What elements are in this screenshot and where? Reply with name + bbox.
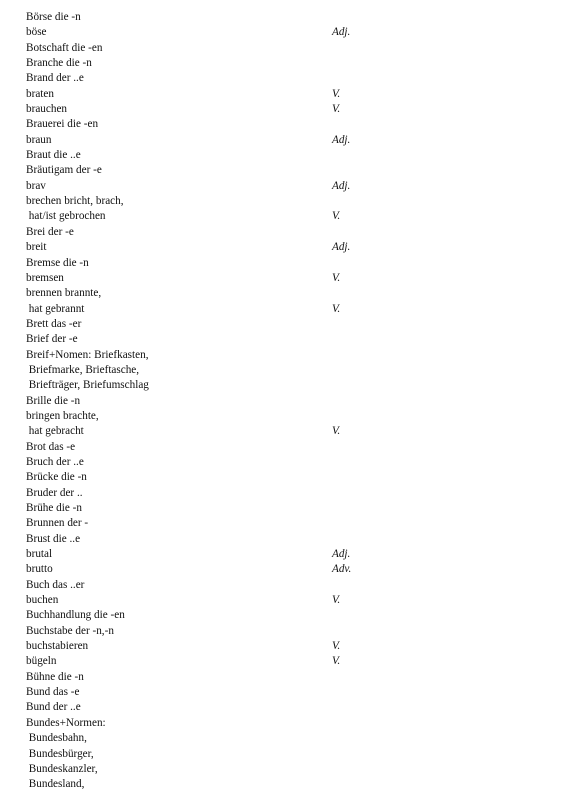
entry-word: Briefmarke, Brieftasche, <box>26 363 140 376</box>
entry-part-of-speech: Adj. <box>332 179 351 192</box>
entry-part-of-speech: V. <box>332 271 341 284</box>
entry-word: Brett das -er <box>26 317 82 330</box>
entry-word: Buch das ..er <box>26 578 85 591</box>
entry-row <box>26 670 546 685</box>
entry-word: brav <box>26 179 46 192</box>
entry-row <box>26 700 546 715</box>
word-list <box>26 10 546 793</box>
entry-word: Brunnen der - <box>26 517 89 530</box>
entry-word: Bräutigam der -e <box>26 164 102 177</box>
entry-word: Buchstabe der -n,-n <box>26 624 114 637</box>
entry-word: Bundesbürger, <box>26 747 94 760</box>
entry-part-of-speech: V. <box>332 302 341 315</box>
entry-word: Briefträger, Briefumschlag <box>26 379 149 392</box>
entry-word: Bruch der ..e <box>26 455 84 468</box>
entry-word: Breif+Nomen: Briefkasten, <box>26 348 149 361</box>
entry-row <box>26 716 546 731</box>
entry-word: buchstabieren <box>26 640 89 653</box>
entry-row <box>26 501 546 516</box>
entry-row <box>26 10 546 25</box>
entry-word: Börse die -n <box>26 11 81 23</box>
entry-row <box>26 225 546 240</box>
entry-part-of-speech: Adj. <box>332 26 351 39</box>
entry-part-of-speech: V. <box>332 425 341 438</box>
entry-row <box>26 148 546 163</box>
entry-row <box>26 240 546 255</box>
entry-word: Brust die ..e <box>26 532 81 545</box>
entry-row <box>26 133 546 148</box>
entry-row <box>26 56 546 71</box>
entry-word: Brühe die -n <box>26 502 82 514</box>
entry-part-of-speech: Adv. <box>332 563 352 576</box>
entry-word: Brot das -e <box>26 440 76 453</box>
entry-word: hat gebrannt <box>26 302 85 315</box>
entry-part-of-speech: Adj. <box>332 133 351 146</box>
entry-word: Bruder der .. <box>26 486 83 499</box>
entry-row <box>26 394 546 409</box>
entry-row <box>26 25 546 40</box>
entry-word: bringen brachte, <box>26 409 99 422</box>
entry-row <box>26 102 546 117</box>
entry-part-of-speech: V. <box>332 210 341 223</box>
entry-row <box>26 731 546 746</box>
entry-word: bügeln <box>26 655 57 668</box>
entry-word: Bund der ..e <box>26 701 81 714</box>
entry-row <box>26 593 546 608</box>
entry-word: buchen <box>26 594 59 607</box>
entry-word: Brauerei die -en <box>26 118 99 131</box>
entry-word: braun <box>26 133 52 146</box>
entry-word: Brei der -e <box>26 225 74 238</box>
entry-word: bremsen <box>26 271 64 284</box>
entry-row <box>26 424 546 439</box>
entry-part-of-speech: Adj. <box>332 548 351 561</box>
entry-word: Buchhandlung die -en <box>26 609 125 622</box>
entry-part-of-speech: V. <box>332 103 341 116</box>
entry-row <box>26 624 546 639</box>
entry-word: Bremse die -n <box>26 256 89 269</box>
entry-row <box>26 455 546 470</box>
entry-row <box>26 516 546 531</box>
entry-row <box>26 685 546 700</box>
entry-word: Bühne die -n <box>26 670 84 683</box>
entry-word: Bundesbahn, <box>26 732 87 745</box>
entry-word: Branche die -n <box>26 57 92 70</box>
entry-row <box>26 562 546 577</box>
entry-part-of-speech: V. <box>332 87 341 100</box>
entry-word: Braut die ..e <box>26 149 81 162</box>
entry-word: brennen brannte, <box>26 287 102 300</box>
entry-word: breit <box>26 241 47 254</box>
entry-row <box>26 654 546 669</box>
entry-word: brauchen <box>26 103 67 116</box>
entry-word: Brand der ..e <box>26 72 84 85</box>
entry-row <box>26 87 546 102</box>
entry-word: Bundeskanzler, <box>26 762 98 775</box>
entry-row <box>26 470 546 485</box>
entry-word: Brücke die -n <box>26 471 87 484</box>
entry-row <box>26 363 546 378</box>
entry-row <box>26 762 546 777</box>
entry-part-of-speech: Adj. <box>332 241 351 254</box>
entry-word: Bundesland, <box>26 778 85 791</box>
entry-word: Botschaft die -en <box>26 41 103 54</box>
entry-row <box>26 256 546 271</box>
entry-part-of-speech: V. <box>332 655 341 668</box>
entry-word: braten <box>26 87 54 100</box>
entry-row <box>26 209 546 224</box>
entry-part-of-speech: V. <box>332 640 341 653</box>
entry-word: hat/ist gebrochen <box>26 210 106 223</box>
entry-row <box>26 747 546 762</box>
entry-row <box>26 317 546 332</box>
entry-word: böse <box>26 26 47 39</box>
entry-word: brechen bricht, brach, <box>26 195 124 208</box>
entry-row <box>26 777 546 792</box>
entry-word: Bundes+Normen: <box>26 716 106 729</box>
entry-row <box>26 302 546 317</box>
entry-row <box>26 440 546 455</box>
entry-row <box>26 486 546 501</box>
entry-part-of-speech: V. <box>332 594 341 607</box>
entry-row <box>26 271 546 286</box>
entry-row <box>26 547 546 562</box>
entry-row <box>26 332 546 347</box>
entry-row <box>26 639 546 654</box>
entry-word: hat gebracht <box>26 425 84 438</box>
entry-row <box>26 179 546 194</box>
entry-word: Bund das -e <box>26 686 80 699</box>
entry-word: Brief der -e <box>26 333 78 346</box>
entry-row <box>26 286 546 301</box>
entry-row <box>26 378 546 393</box>
entry-word: brutal <box>26 548 53 561</box>
entry-row <box>26 348 546 363</box>
entry-row <box>26 71 546 86</box>
entry-row <box>26 532 546 547</box>
entry-row <box>26 41 546 56</box>
entry-row <box>26 194 546 209</box>
entry-word: brutto <box>26 563 53 576</box>
entry-row <box>26 117 546 132</box>
entry-word: Brille die -n <box>26 394 81 407</box>
entry-row <box>26 608 546 623</box>
entry-row <box>26 163 546 178</box>
entry-row <box>26 578 546 593</box>
entry-row <box>26 409 546 424</box>
